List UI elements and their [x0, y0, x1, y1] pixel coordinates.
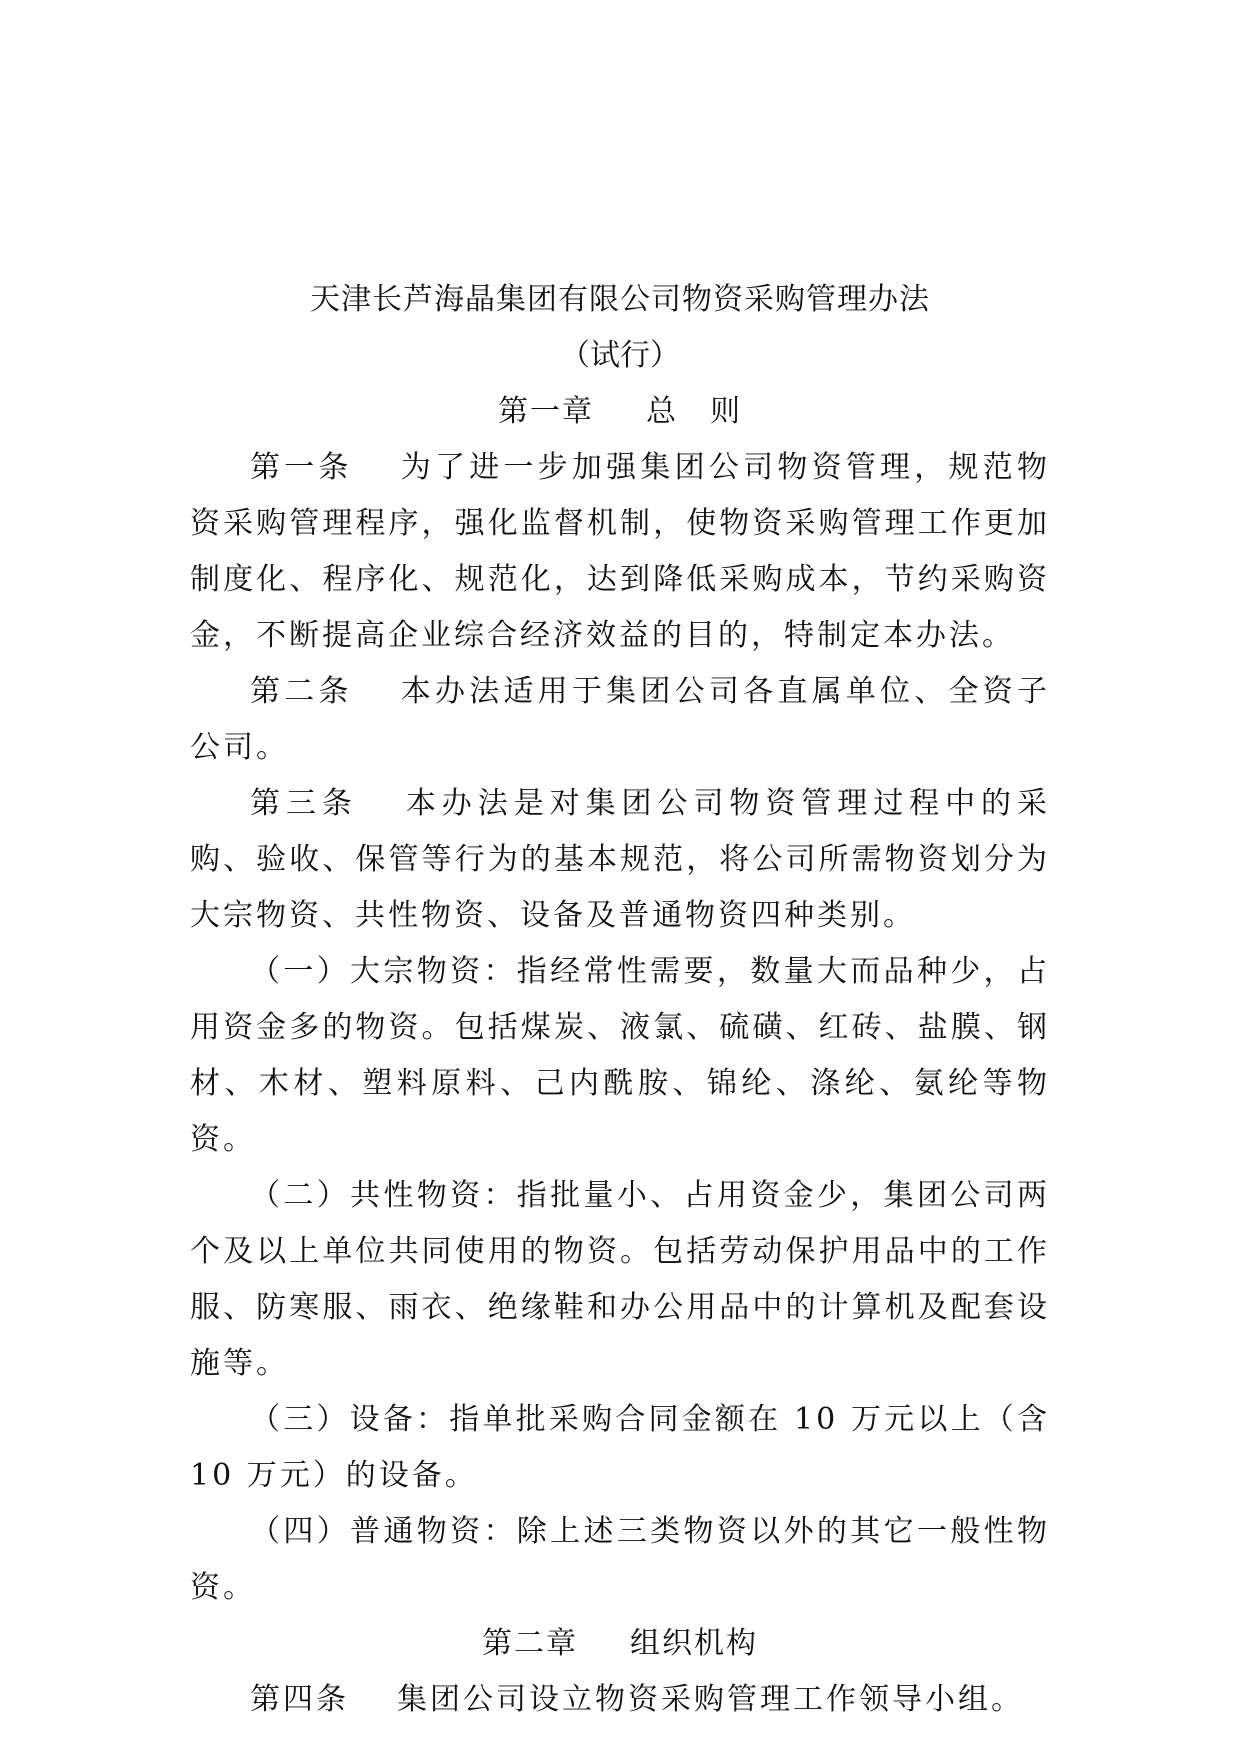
item-text: 大宗物资：指经常性需要，数量大而品种少，占用资金多的物资。包括煤炭、液氯、硫磺、红砖、盐膜、钢材、木材、塑料原料、己内酰胺、锦纶、涤纶、氨纶等物资。 [190, 954, 1051, 1157]
chapter-number: 第二章 [482, 1626, 578, 1661]
article-label: 第二条 [250, 674, 353, 709]
item-paragraph [190, 1168, 1050, 1392]
chapter-heading [190, 384, 1050, 440]
document-subtitle: （试行） [560, 338, 680, 373]
article-paragraph [190, 776, 1050, 944]
chapter-name: 总 则 [646, 394, 742, 429]
item-text: 普通物资：除上述三类物资以外的其它一般性物资。 [190, 1514, 1051, 1605]
article-paragraph [190, 440, 1050, 664]
chapter-name: 组织机构 [630, 1626, 758, 1661]
item-label: （二） [250, 1178, 351, 1213]
article-text: 本办法适用于集团公司各直属单位、全资子公司。 [190, 674, 1051, 765]
item-paragraph [190, 1392, 1050, 1504]
article-label: 第一条 [250, 450, 353, 485]
article-text: 本办法是对集团公司物资管理过程中的采购、验收、保管等行为的基本规范，将公司所需物资划分为大宗物资、共性物资、设备及普通物资四种类别。 [190, 786, 1051, 933]
article-label: 第三条 [250, 786, 358, 821]
item-label: （四） [250, 1514, 351, 1549]
article-label: 第四条 [250, 1682, 349, 1717]
item-text: 共性物资：指批量小、占用资金少，集团公司两个及以上单位共同使用的物资。包括劳动保护用品中的工作服、防寒服、雨衣、绝缘鞋和办公用品中的计算机及配套设施等。 [190, 1178, 1051, 1381]
article-paragraph [190, 664, 1050, 776]
document-title: 天津长芦海晶集团有限公司物资采购管理办法 [310, 282, 930, 317]
article-text: 为了进一步加强集团公司物资管理，规范物资采购管理程序，强化监督机制，使物资采购管理工作更加制度化、程序化、规范化，达到降低采购成本，节约采购资金，不断提高企业综合经济效益的目的，特制定本办法。 [190, 450, 1051, 653]
item-label: （一） [250, 954, 351, 989]
item-label: （三） [250, 1402, 350, 1437]
article-text: 集团公司设立物资采购管理工作领导小组。 [397, 1682, 1024, 1717]
item-paragraph [190, 944, 1050, 1168]
chapter-number: 第一章 [498, 394, 594, 429]
document-page [190, 272, 1050, 1728]
item-paragraph [190, 1504, 1050, 1616]
article-paragraph [190, 1672, 1050, 1728]
item-text: 设备：指单批采购合同金额在 10 万元以上（含 10 万元）的设备。 [190, 1402, 1051, 1493]
chapter-heading [190, 1616, 1050, 1672]
